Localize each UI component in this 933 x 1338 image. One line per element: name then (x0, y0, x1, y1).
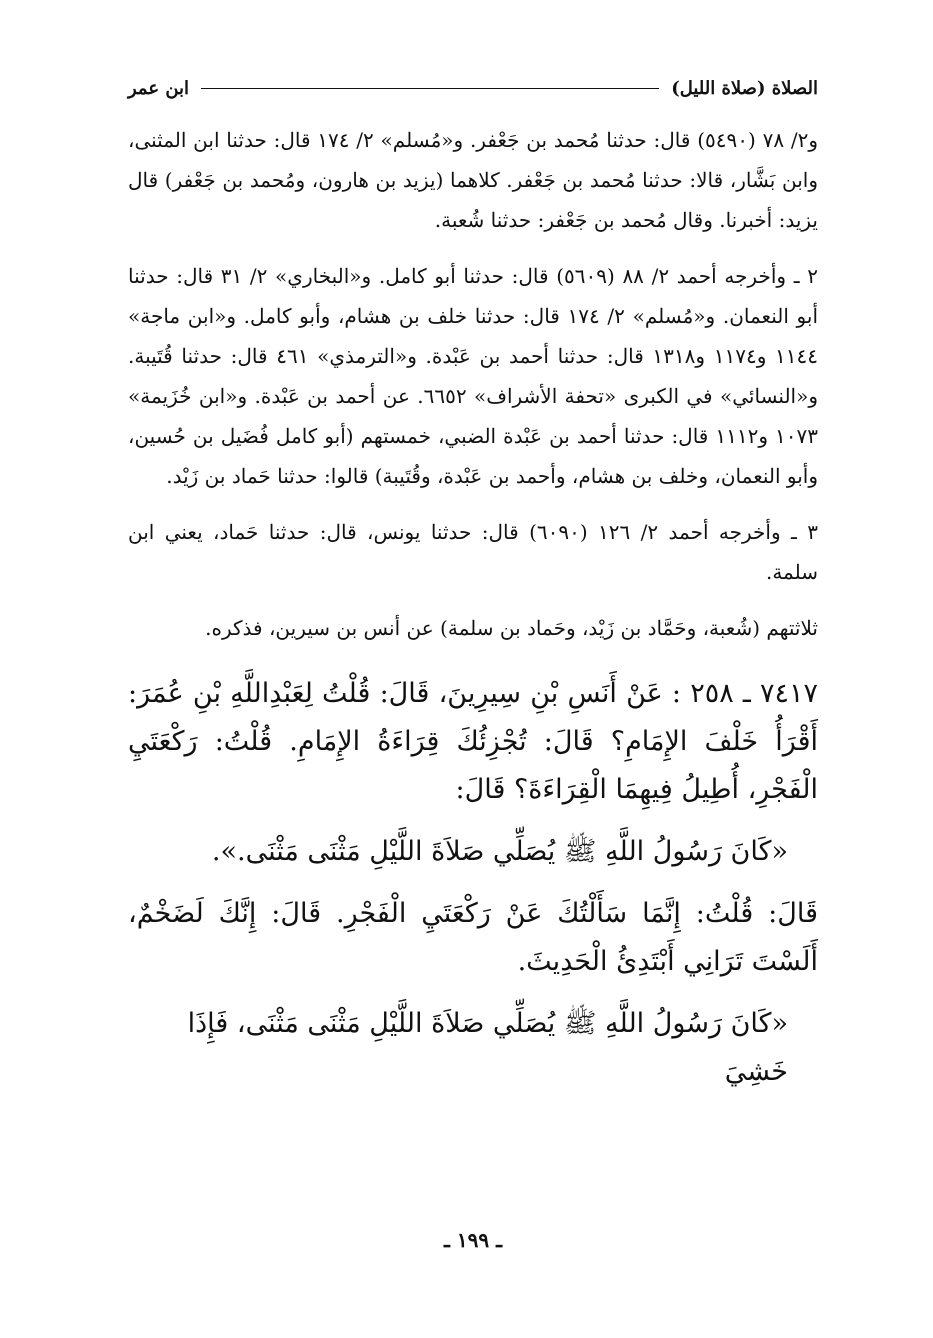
running-header (128, 70, 818, 106)
hadith-continuation: قَالَ: قُلْتُ: إِنَّمَا سَأَلْتُكَ عَنْ رَكْعَتَيِ الْفَجْرِ. قَالَ: إِنَّكَ لَضَخْمٌ، أَلَسْتَ تَرَانِي أَبْتَدِئُ الْحَدِيثَ. (128, 898, 818, 977)
header-author-name: ابن عمر (128, 77, 190, 99)
header-chapter-title: الصلاة (صلاة الليل) (671, 77, 818, 99)
takhrij-paragraph-1: و٢/ ٧٨ (٥٤٩٠) قال: حدثنا مُحمد بن جَعْفر. و«مُسلم» ٢/ ١٧٤ قال: حدثنا ابن المثنى، وابن بَشَّار، قالا: حدثنا مُحمد بن جَعْفر. كلاهما (يزيد بن هارون، ومُحمد بن جَعْفر) قال يزيد: أخبرنا. وقال مُحمد بن جَعْفر: حدثنا شُعبة. (128, 128, 818, 232)
hadith-intro: ٧٤١٧ ـ ٢٥٨ : عَنْ أَنَسِ بْنِ سِيرِينَ، قَالَ: قُلْتُ لِعَبْدِاللَّهِ بْنِ عُمَرَ: أَقْرَأُ خَلْفَ الإِمَامِ؟ قَالَ: تُجْزِئُكَ قِرَاءَةُ الإِمَامِ. قُلْتُ: رَكْعَتَيِ الْفَجْرِ، أُطِيلُ فِيهِمَا الْقِرَاءَةَ؟ قَالَ: (128, 678, 818, 805)
hadith-quote-2: «كَانَ رَسُولُ اللَّهِ ﷺ يُصَلِّي صَلاَةَ اللَّيْلِ مَثْنَى مَثْنَى، فَإِذَا خَشِيَ (187, 1008, 788, 1087)
takhrij-paragraph-3: ٣ ـ وأخرجه أحمد ٢/ ١٢٦ (٦٠٩٠) قال: حدثنا يونس، قال: حدثنا حَماد، يعني ابن سلمة. (128, 520, 818, 584)
header-rule (201, 88, 659, 89)
page-body (128, 120, 818, 1110)
takhrij-paragraph-4: ثلاثتهم (شُعبة، وحَمَّاد بن زَيْد، وحَماد بن سلمة) عن أنس بن سيرين، فذكره. (205, 616, 818, 640)
hadith-quote-1: «كَانَ رَسُولُ اللَّهِ ﷺ يُصَلِّي صَلاَةَ اللَّيْلِ مَثْنَى مَثْنَى.». (211, 836, 788, 867)
page-number: ـ ١٩٩ ـ (444, 1228, 502, 1252)
takhrij-paragraph-2: ٢ ـ وأخرجه أحمد ٢/ ٨٨ (٥٦٠٩) قال: حدثنا أبو كامل. و«البخاري» ٢/ ٣١ قال: حدثنا أبو النعمان. و«مُسلم» ٢/ ١٧٤ قال: حدثنا خلف بن هشام، وأبو كامل. و«ابن ماجة» ١١٤٤ و١١٧٤ و١٣١٨ قال: حدثنا أحمد بن عَبْدة. و«الترمذي» ٤٦١ قال: حدثنا قُتَيبة. و«النسائي» في الكبرى «تحفة الأشراف» ٦٦٥٢. عن أحمد بن عَبْدة. و«ابن خُزَيمة» ١٠٧٣ و١١١٢ قال: حدثنا أحمد بن عَبْدة الضبي، خمستهم (أبو كامل فُضَيل بن حُسين، وأبو النعمان، وخلف بن هشام، وأحمد بن عَبْدة، وقُتَيبة) قالوا: حدثنا حَماد بن زَيْد. (128, 264, 819, 488)
document-page (128, 70, 818, 1270)
